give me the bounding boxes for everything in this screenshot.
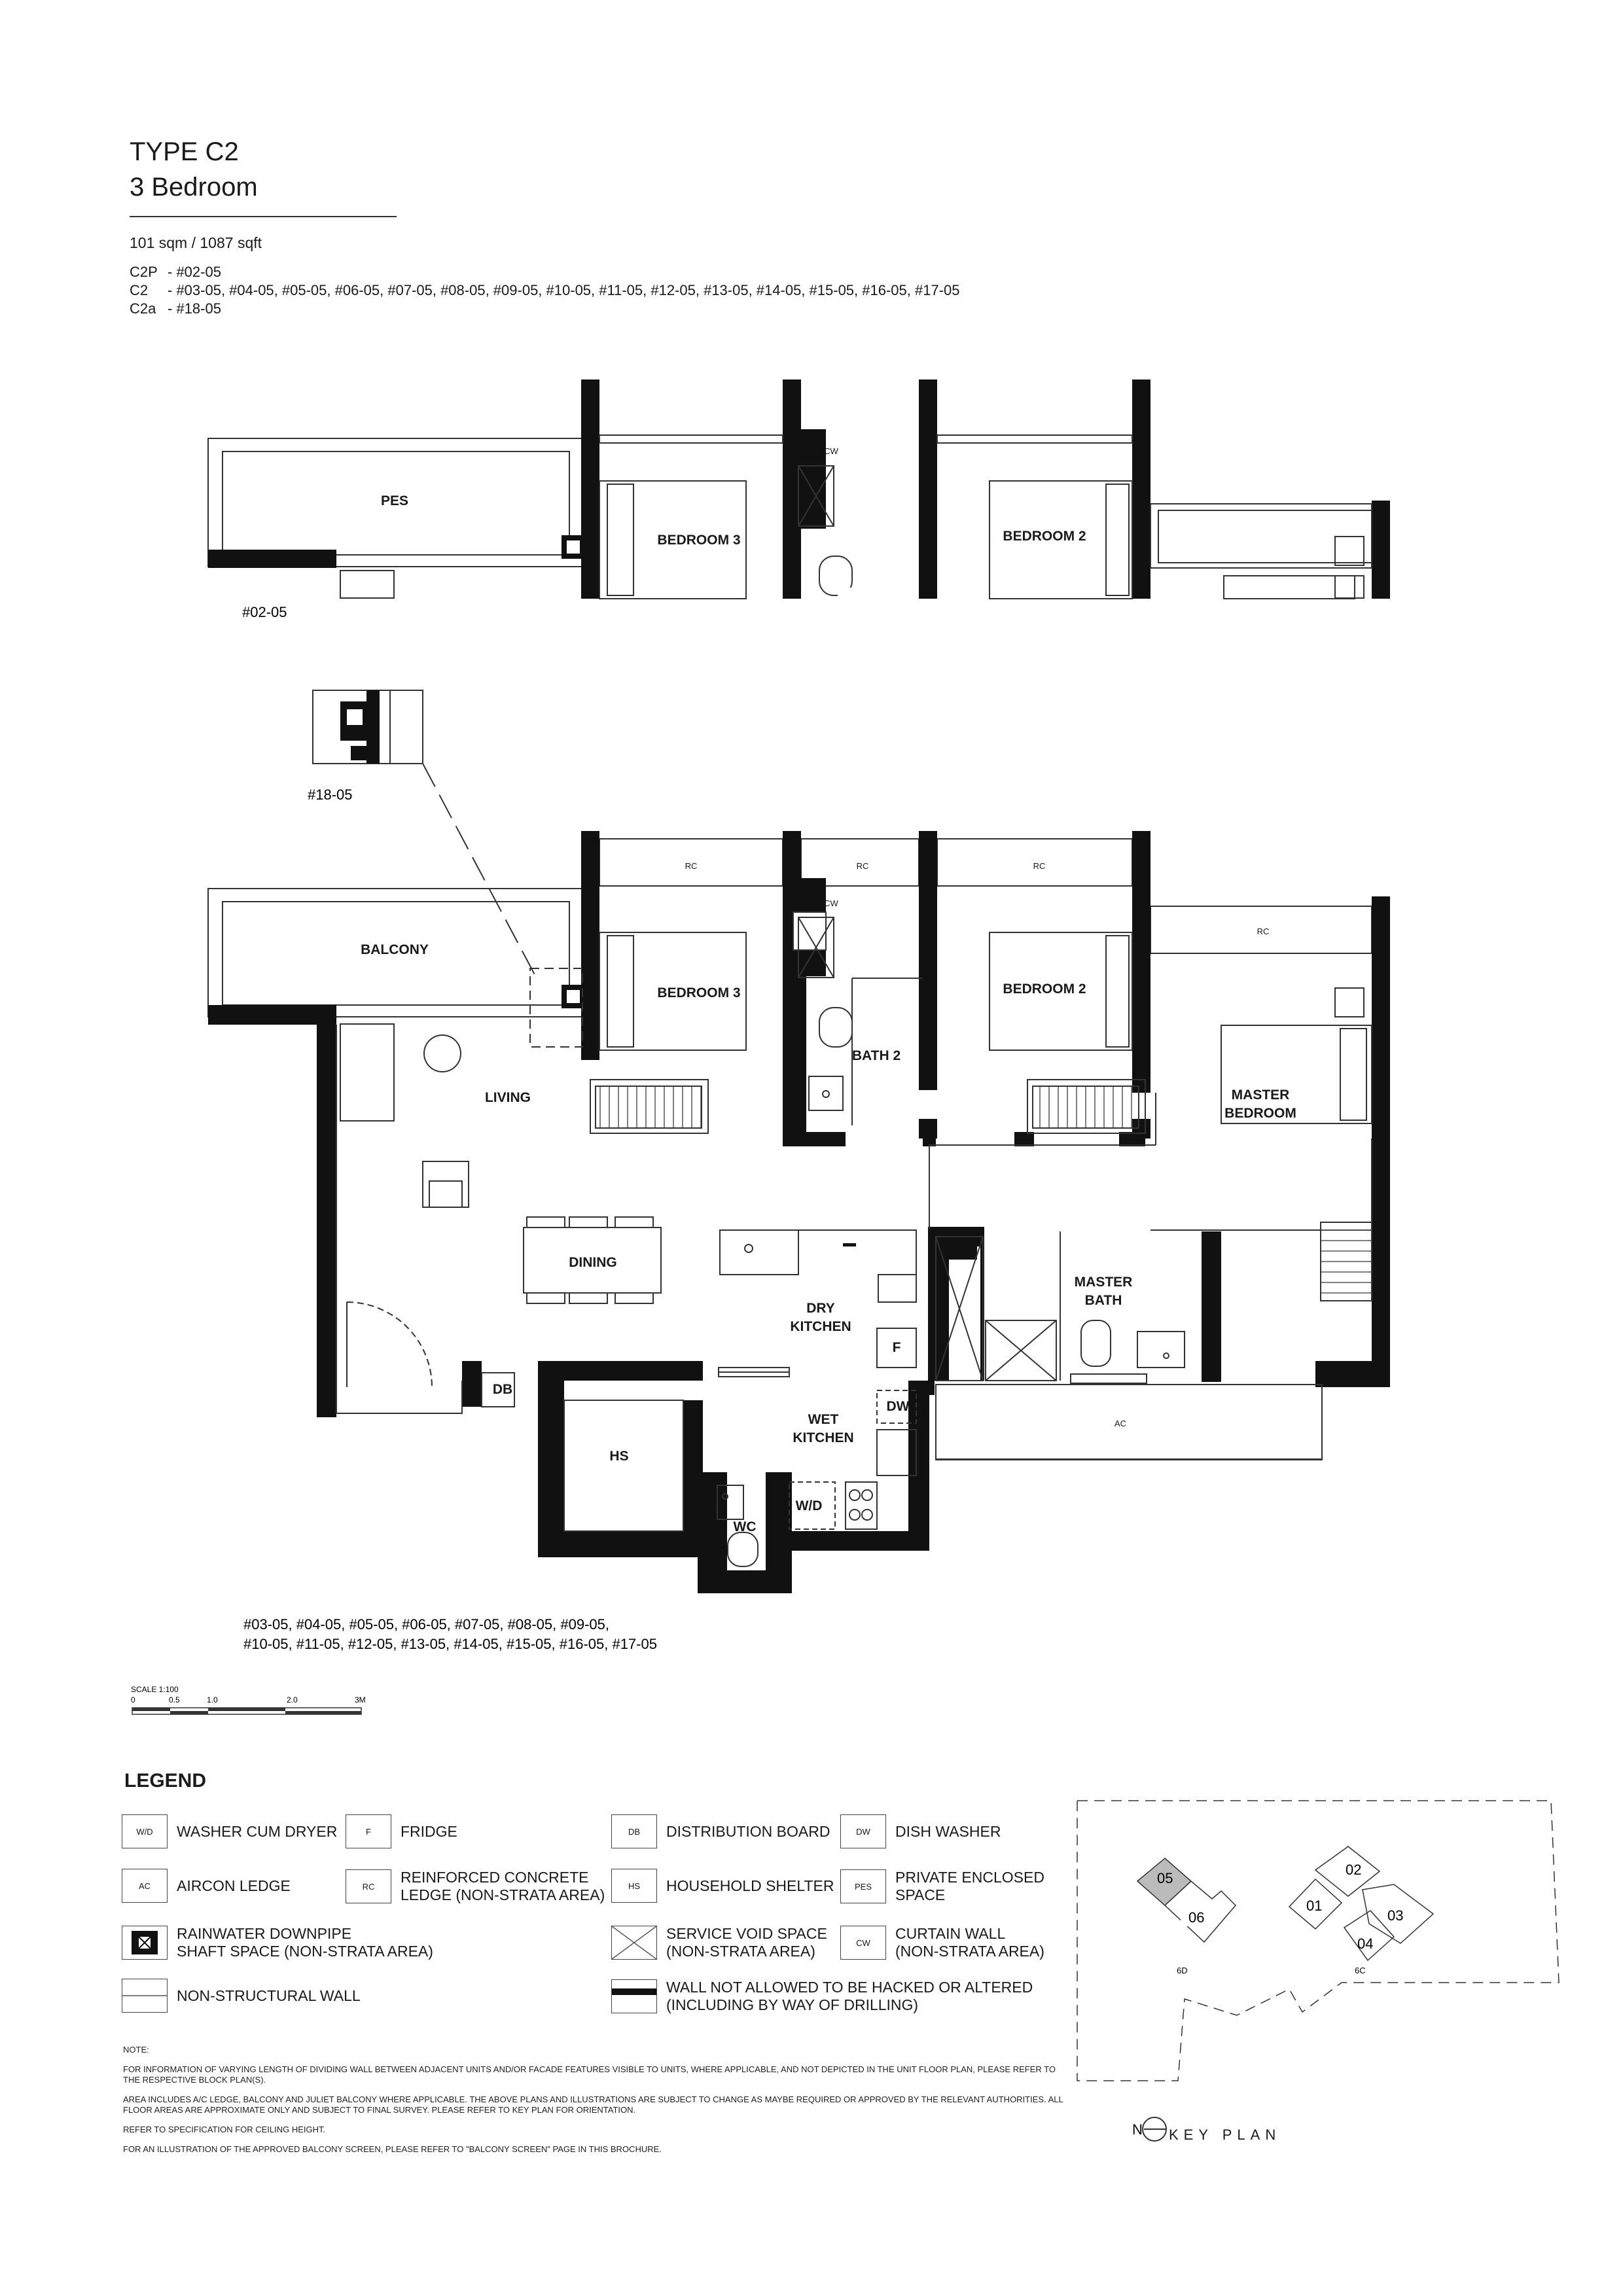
balcony-label: BALCONY [361, 942, 429, 957]
legend-item: DW DISH WASHER [840, 1814, 1001, 1848]
rc-label: RC [856, 861, 869, 871]
key-plan-title: KEY PLAN [1169, 2127, 1281, 2143]
svg-text:03: 03 [1387, 1907, 1404, 1924]
legend-item: AC AIRCON LEDGE [122, 1869, 291, 1903]
notes-section [123, 2045, 1065, 2164]
bath2-label: BATH 2 [851, 1048, 901, 1063]
variant-row: C2a - #18-05 [130, 300, 221, 317]
bedroom-count: 3 Bedroom [130, 173, 258, 202]
note-line: AREA INCLUDES A/C LEDGE, BALCONY AND JULIET BALCONY WHERE APPLICABLE. THE ABOVE PLANS AND ILLUSTRATIONS ARE SUBJECT TO CHANGE AS MAYBE REQUIRED OR APPROVED BY THE RELEVANT AUTHORITIES. ALL FLOOR AREAS ARE APPROXIMATE ONLY AND SUBJECT TO FINAL SURVEY. PLEASE REFER TO KEY PLAN FOR ORIENTATION. [123, 2094, 1063, 2115]
unit-caption-main: #03-05, #04-05, #05-05, #06-05, #07-05, #08-05, #09-05, [243, 1616, 609, 1633]
legend-item: CW CURTAIN WALL (NON-STRATA AREA) [840, 1925, 1044, 1960]
pes-label: PES [380, 493, 409, 508]
legend-code: PES [840, 1869, 886, 1903]
unit-caption-main: #10-05, #11-05, #12-05, #13-05, #14-05, #15-05, #16-05, #17-05 [243, 1636, 657, 1652]
legend-code: CW [840, 1926, 886, 1960]
legend-code: W/D [122, 1814, 168, 1848]
unit-caption-0205: #02-05 [242, 604, 287, 620]
master-bath-label: BATH [1084, 1293, 1122, 1308]
legend-item: W/D WASHER CUM DRYER [122, 1814, 337, 1848]
legend-item: SERVICE VOID SPACE (NON-STRATA AREA) [611, 1925, 827, 1960]
svg-text:6C: 6C [1355, 1966, 1366, 1975]
svg-text:0: 0 [131, 1695, 135, 1704]
unit-area: 101 sqm / 1087 sqft [130, 234, 262, 251]
wd-label: W/D [795, 1498, 823, 1513]
variant-row: C2 - #03-05, #04-05, #05-05, #06-05, #07-05, #08-05, #09-05, #10-05, #11-05, #12-05, #13-05, #14-05, #15-05, #16-05, #17-05 [130, 282, 960, 298]
wc-label: WC [733, 1519, 757, 1534]
cw-label: CW [824, 446, 838, 456]
dry-kitchen-label: DRY [806, 1301, 835, 1316]
svg-text:01: 01 [1306, 1898, 1323, 1914]
unit-caption-1805: #18-05 [308, 786, 353, 803]
dw-label: DW [886, 1399, 910, 1414]
legend-code: AC [122, 1869, 168, 1903]
bedroom3-label: BEDROOM 3 [657, 985, 741, 1000]
master-bedroom-label: MASTER [1231, 1087, 1290, 1103]
legend-code: HS [611, 1869, 657, 1903]
plan-c2p-partial [208, 380, 1390, 599]
master-bedroom-label: BEDROOM [1224, 1106, 1296, 1121]
dry-kitchen-label: KITCHEN [790, 1319, 851, 1334]
wet-kitchen-label: KITCHEN [793, 1430, 854, 1445]
svg-text:04: 04 [1357, 1935, 1374, 1952]
svg-text:05: 05 [1157, 1870, 1173, 1886]
structural-wall-icon [611, 1979, 657, 2013]
legend-item: F FRIDGE [346, 1814, 457, 1848]
plan-type-title: TYPE C2 [130, 137, 239, 166]
notes-heading: NOTE: [123, 2045, 149, 2055]
legend-item: RAINWATER DOWNPIPE SHAFT SPACE (NON-STRATA AREA) [122, 1925, 433, 1960]
scale-bar [124, 1683, 386, 1729]
rainwater-downpipe-icon [122, 1926, 168, 1960]
non-structural-wall-icon [122, 1979, 168, 2013]
legend-code: DW [840, 1814, 886, 1848]
svg-text:SCALE 1:100: SCALE 1:100 [131, 1685, 179, 1694]
plan-c2a-detail [313, 690, 537, 978]
wet-kitchen-label: WET [808, 1412, 839, 1427]
hs-label: HS [609, 1449, 629, 1464]
db-label: DB [492, 1382, 513, 1397]
svg-text:6D: 6D [1177, 1966, 1188, 1975]
variant-row: C2P - #02-05 [130, 264, 221, 280]
svg-text:3M: 3M [355, 1695, 366, 1704]
note-line: FOR AN ILLUSTRATION OF THE APPROVED BALCONY SCREEN, PLEASE REFER TO "BALCONY SCREEN" PAGE IN THIS BROCHURE. [123, 2144, 662, 2154]
legend-item: RC REINFORCED CONCRETE LEDGE (NON-STRATA AREA) [346, 1869, 605, 1904]
rc-label: RC [685, 861, 698, 871]
legend-item: DB DISTRIBUTION BOARD [611, 1814, 830, 1848]
cw-label: CW [824, 898, 838, 908]
key-plan [1067, 1793, 1571, 2159]
legend-item: HS HOUSEHOLD SHELTER [611, 1869, 834, 1903]
legend-item: NON-STRUCTURAL WALL [122, 1979, 361, 2013]
legend-code: DB [611, 1814, 657, 1848]
bedroom2-label: BEDROOM 2 [1003, 981, 1086, 997]
bedroom3-label: BEDROOM 3 [657, 533, 741, 548]
svg-text:06: 06 [1188, 1909, 1205, 1926]
north-label: N [1132, 2121, 1143, 2138]
svg-text:2.0: 2.0 [287, 1695, 298, 1704]
svg-text:02: 02 [1346, 1862, 1362, 1878]
rc-label: RC [1033, 861, 1046, 871]
legend-code: RC [346, 1869, 391, 1903]
fridge-label: F [892, 1340, 901, 1355]
svg-text:1.0: 1.0 [207, 1695, 218, 1704]
legend-title: LEGEND [124, 1770, 207, 1792]
legend-code: F [346, 1814, 391, 1848]
dining-label: DINING [569, 1255, 617, 1270]
ac-label: AC [1114, 1419, 1127, 1428]
note-line: FOR INFORMATION OF VARYING LENGTH OF DIVIDING WALL BETWEEN ADJACENT UNITS AND/OR FACADE FEATURES VISIBLE TO UNITS, WHERE APPLICABLE, AND NOT DEPICTED IN THE UNIT FLOOR PLAN, PLEASE REFER TO THE RESPECTIVE BLOCK PLAN(S). [123, 2064, 1056, 2085]
legend-item: WALL NOT ALLOWED TO BE HACKED OR ALTERED (INCLUDING BY WAY OF DRILLING) [611, 1979, 1033, 2014]
legend-item: PES PRIVATE ENCLOSED SPACE [840, 1869, 1044, 1904]
living-label: LIVING [484, 1090, 531, 1105]
svg-text:0.5: 0.5 [169, 1695, 180, 1704]
note-line: REFER TO SPECIFICATION FOR CEILING HEIGHT. [123, 2125, 326, 2134]
service-void-icon [611, 1926, 657, 1960]
bedroom2-label: BEDROOM 2 [1003, 529, 1086, 544]
master-bath-label: MASTER [1074, 1275, 1133, 1290]
rc-label: RC [1257, 927, 1270, 936]
